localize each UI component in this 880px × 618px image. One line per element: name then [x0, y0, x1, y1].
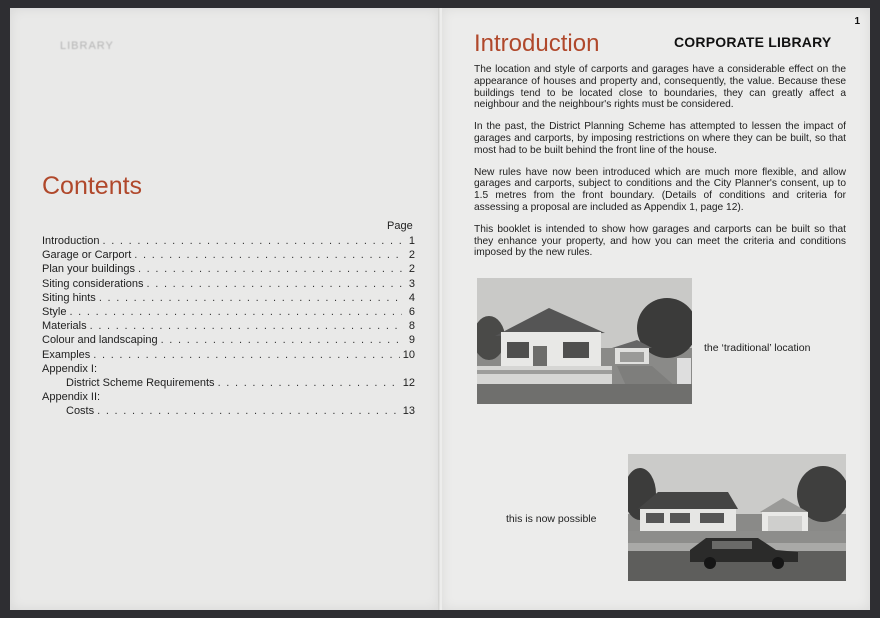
toc-heading: Appendix II:	[42, 391, 101, 404]
toc-entry[interactable]: Garage or Carport . . . 2	[42, 249, 415, 263]
page-column-label: Page	[387, 220, 413, 232]
toc-entry[interactable]: Introduction . . . 1	[42, 235, 415, 249]
paragraph: This booklet is intended to show how garages and carports can be built so that they enhance your property, and how you can meet the criteria and conditions imposed by the new rules.	[474, 223, 846, 259]
toc-entry[interactable]: Siting hints . . . 4	[42, 292, 415, 306]
right-page	[442, 8, 870, 610]
house-photo-image	[477, 278, 692, 404]
left-page	[10, 8, 440, 610]
paragraph: The location and style of carports and garages have a considerable effect on the appearance of houses and property and, consequently, the value. Because these buildings tend to be located close to boundaries, they can greatly affect a neighbour and the neighbour's rights must be considered.	[474, 64, 846, 111]
paragraph: New rules have now been introduced which are much more flexible, and allow garages and carports, subject to conditions and the City Planner's consent, up to 1.5 metres from the front boundary. (Details of conditions and criteria for assessing a proposal are included as Appendix 1, page 12).	[474, 166, 846, 213]
show-through-text	[474, 416, 846, 430]
house-car-photo-image	[628, 454, 846, 581]
toc-entry[interactable]: Colour and landscaping . . . 9	[42, 334, 415, 348]
page-number: 1	[854, 16, 860, 27]
paragraph: In the past, the District Planning Scheme has attempted to lessen the impact of garages and carports, by imposing restrictions on where they can be built, so that most had to be built behind the front line of the house.	[474, 121, 846, 156]
photo-new-garage	[628, 454, 846, 581]
faded-stamp: LIBRARY	[60, 40, 114, 52]
toc-entry[interactable]: Style . . . 6	[42, 306, 415, 320]
caption-new: this is now possible	[506, 513, 597, 525]
toc-entry[interactable]: Plan your buildings . . . 2	[42, 263, 415, 277]
corporate-library-stamp: CORPORATE LIBRARY	[674, 34, 832, 50]
toc-heading: Appendix I:	[42, 362, 98, 375]
toc-entry[interactable]: District Scheme Requirements . . . 12	[42, 377, 415, 391]
toc-entry[interactable]: Siting considerations . . . 3	[42, 278, 415, 292]
introduction-body	[474, 64, 846, 269]
photo-traditional-garage	[477, 278, 692, 404]
toc-entry[interactable]: Examples . . . 10	[42, 349, 415, 363]
caption-traditional: the ‘traditional’ location	[704, 342, 811, 354]
toc-entry[interactable]: Materials . . . 8	[42, 320, 415, 334]
toc-entry[interactable]: Costs . . . 13	[42, 405, 415, 419]
introduction-title: Introduction	[474, 30, 600, 57]
table-of-contents	[42, 235, 415, 419]
contents-title: Contents	[42, 172, 143, 200]
